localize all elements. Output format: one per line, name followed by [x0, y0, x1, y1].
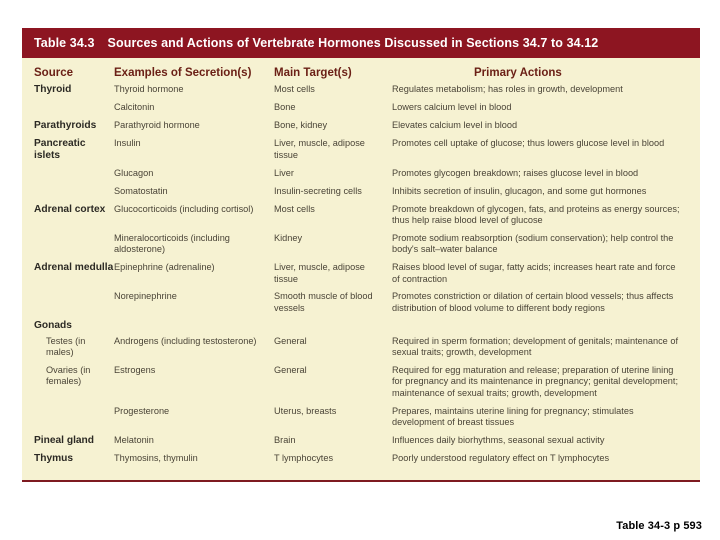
table-row: [22, 320, 700, 335]
cell-secretion: Melatonin: [114, 434, 154, 445]
cell-source: Ovaries (in females): [46, 364, 91, 387]
cell-primary-actions: Promotes glycogen breakdown; raises glucose level in blood: [392, 168, 639, 179]
cell-secretion: Thymosins, thymulin: [114, 452, 198, 463]
table-row: [22, 336, 700, 365]
cell-main-target: Liver: [274, 168, 294, 179]
table-row: [22, 262, 700, 291]
table-row: [22, 138, 700, 168]
cell-primary-actions: Promote breakdown of glycogen, fats, and proteins as energy sources; thus help raise blood level of glucose: [392, 203, 680, 226]
table-title-bar: [22, 28, 700, 58]
cell-secretion: Glucocorticoids (including cortisol): [114, 203, 254, 214]
cell-secretion: Progesterone: [114, 405, 170, 416]
cell-secretion: Insulin: [114, 138, 141, 148]
table-row: [22, 84, 700, 102]
cell-source: Pineal gland: [34, 434, 95, 446]
cell-primary-actions: Promotes constriction or dilation of certain blood vessels; thus affects distribution of blood volume to different body regions: [392, 291, 674, 313]
table-row: [22, 406, 700, 435]
table-title: Sources and Actions of Vertebrate Hormones Discussed in Sections 34.7 to 34.12: [107, 36, 599, 50]
column-header-main-targets: Main Target(s): [274, 67, 352, 79]
cell-source: Pancreatic islets: [34, 138, 86, 162]
cell-main-target: Bone: [274, 102, 296, 113]
cell-primary-actions: Influences daily biorhythms, seasonal sexual activity: [392, 434, 605, 445]
cell-primary-actions: Prepares, maintains uterine lining for pregnancy; stimulates development of breast tissues: [392, 405, 634, 428]
table-row: [22, 168, 700, 186]
cell-secretion: Glucagon: [114, 168, 154, 179]
column-header-secretions: Examples of Secretion(s): [114, 67, 252, 79]
cell-secretion: Parathyroid hormone: [114, 119, 200, 130]
table-row: [22, 233, 700, 262]
table-number: Table 34.3: [34, 36, 95, 50]
table-row: [22, 453, 700, 471]
cell-main-target: Smooth muscle of blood vessels: [274, 291, 373, 313]
cell-primary-actions: Required in sperm formation; development of genitals; maintenance of sexual traits; growth, development: [392, 335, 678, 358]
cell-source: Adrenal medulla: [34, 261, 114, 273]
cell-main-target: Liver, muscle, adipose tissue: [274, 261, 365, 284]
table-column-headers: [22, 58, 700, 84]
table-row: [22, 365, 700, 406]
cell-secretion: Estrogens: [114, 364, 156, 375]
cell-secretion: Thyroid hormone: [114, 84, 184, 94]
cell-main-target: General: [274, 335, 307, 346]
table-body: [22, 84, 700, 480]
table-row: [22, 186, 700, 204]
cell-main-target: Most cells: [274, 203, 315, 214]
cell-primary-actions: Required for egg maturation and release; preparation of uterine lining for pregnancy and its maintenance in pregnancy; genital development; maintenance of sexual traits; growth, development: [392, 364, 679, 398]
cell-primary-actions: Inhibits secretion of insulin, glucagon, and some gut hormones: [392, 186, 647, 196]
cell-source: Adrenal cortex: [34, 203, 106, 215]
cell-main-target: Brain: [274, 434, 296, 445]
cell-source: Testes (in males): [46, 335, 86, 358]
cell-secretion: Epinephrine (adrenaline): [114, 261, 215, 272]
cell-source: Gonads: [34, 320, 72, 332]
cell-main-target: Kidney: [274, 232, 303, 243]
cell-primary-actions: Regulates metabolism; has roles in growth, development: [392, 84, 623, 94]
table-row: [22, 204, 700, 233]
table-row: [22, 435, 700, 453]
column-header-source: Source: [34, 67, 73, 79]
cell-primary-actions: Promotes cell uptake of glucose; thus lowers glucose level in blood: [392, 138, 665, 148]
figure-caption: Table 34-3 p 593: [616, 520, 702, 532]
cell-main-target: Insulin-secreting cells: [274, 186, 362, 196]
cell-main-target: Most cells: [274, 84, 315, 94]
table-row: [22, 102, 700, 120]
column-header-primary-actions: Primary Actions: [474, 67, 562, 79]
cell-source: Thyroid: [34, 84, 72, 95]
cell-primary-actions: Raises blood level of sugar, fatty acids; increases heart rate and force of contraction: [392, 261, 676, 284]
cell-main-target: Liver, muscle, adipose tissue: [274, 138, 365, 160]
cell-main-target: General: [274, 364, 307, 375]
cell-secretion: Androgens (including testosterone): [114, 335, 257, 346]
cell-secretion: Mineralocorticoids (including aldosterone): [114, 232, 230, 255]
cell-source: Thymus: [34, 452, 74, 464]
cell-main-target: Bone, kidney: [274, 119, 328, 130]
cell-main-target: Uterus, breasts: [274, 405, 337, 416]
cell-primary-actions: Promote sodium reabsorption (sodium conservation); help control the body's salt–water balance: [392, 232, 674, 255]
cell-primary-actions: Elevates calcium level in blood: [392, 119, 518, 130]
table-row: [22, 120, 700, 138]
cell-primary-actions: Poorly understood regulatory effect on T lymphocytes: [392, 452, 610, 463]
hormones-table: [22, 28, 700, 482]
cell-source: Parathyroids: [34, 119, 97, 131]
cell-secretion: Somatostatin: [114, 186, 168, 196]
cell-secretion: Norepinephrine: [114, 291, 177, 302]
cell-primary-actions: Lowers calcium level in blood: [392, 102, 512, 113]
cell-main-target: T lymphocytes: [274, 452, 334, 463]
cell-secretion: Calcitonin: [114, 102, 155, 113]
table-row: [22, 291, 700, 320]
